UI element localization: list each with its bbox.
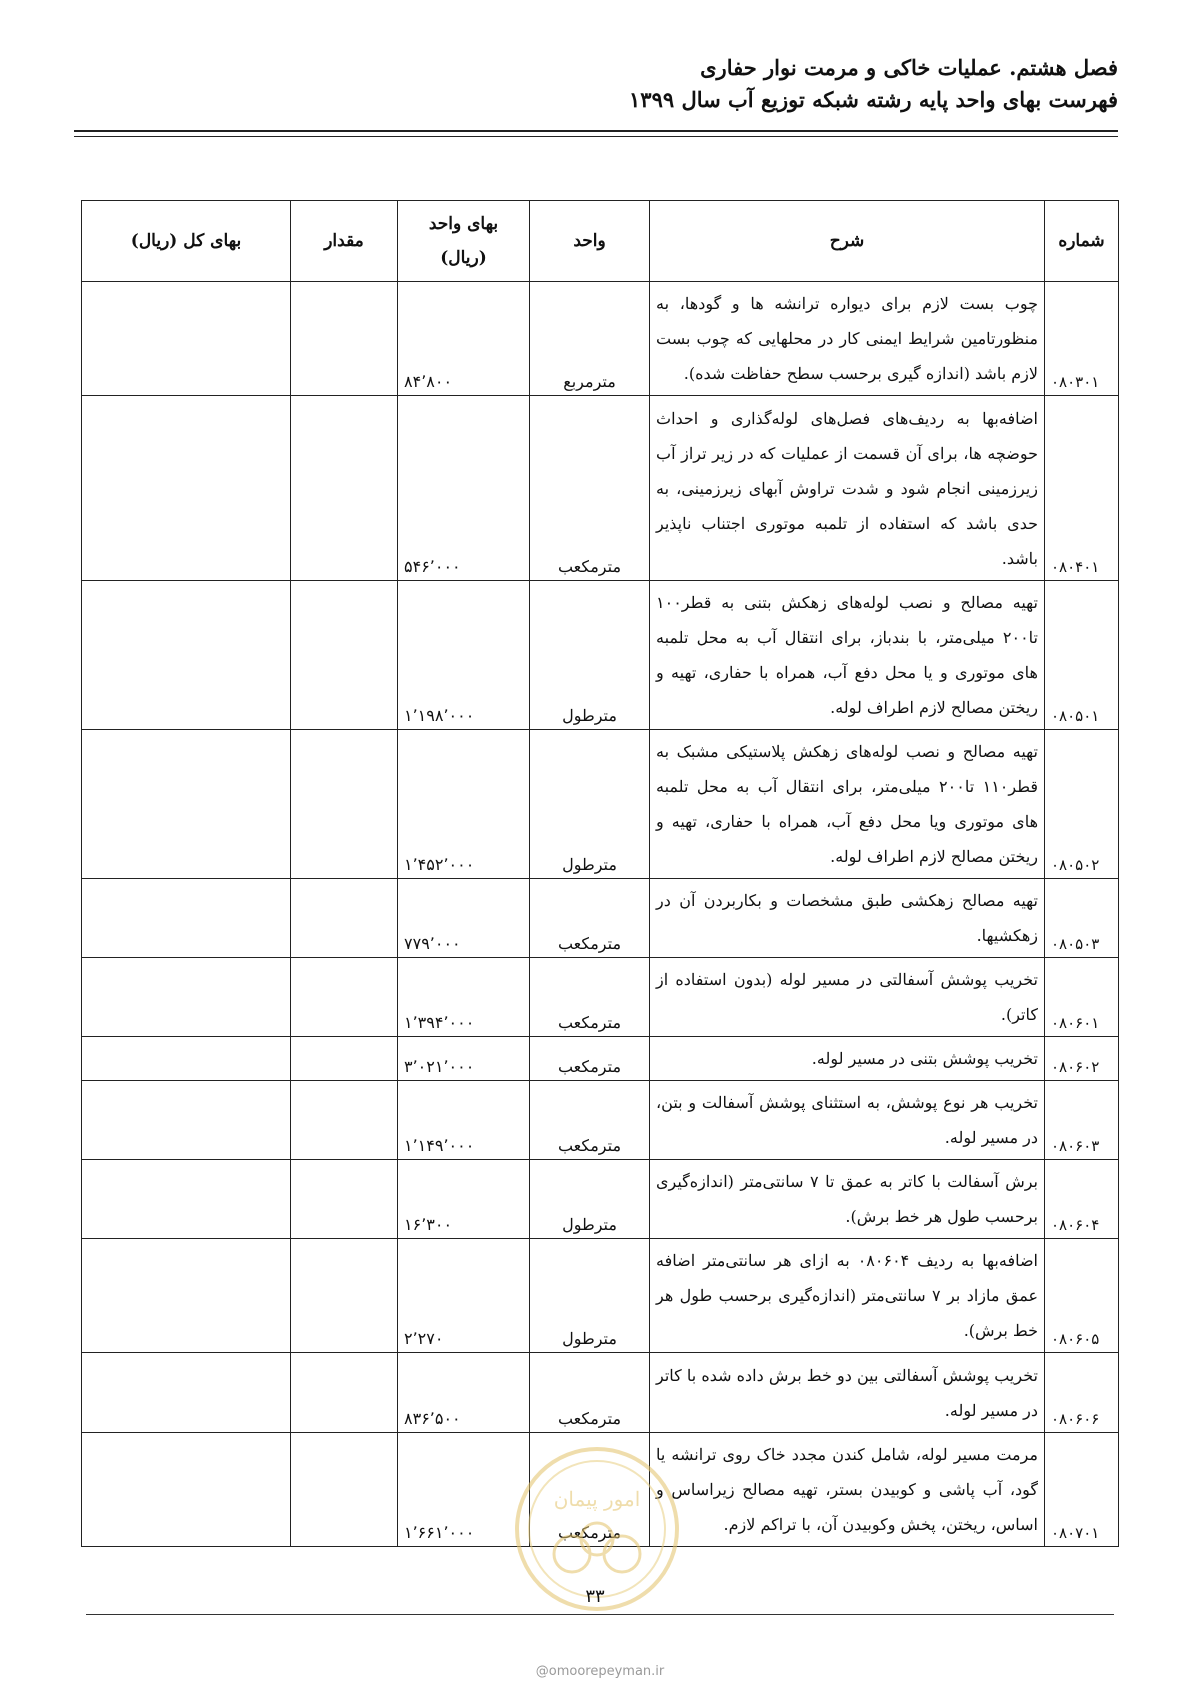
price-list-table	[81, 200, 1119, 1547]
row-unit: مترمکعب	[530, 1433, 650, 1547]
row-total	[82, 879, 291, 958]
table-row	[82, 1353, 1119, 1433]
row-code: ۰۸۰۵۰۳	[1045, 879, 1119, 958]
row-quantity	[291, 1160, 398, 1239]
row-code: ۰۸۰۵۰۲	[1045, 730, 1119, 879]
row-total	[82, 581, 291, 730]
row-total	[82, 396, 291, 581]
header-total-price: بهای کل (ریال)	[82, 201, 291, 282]
row-total	[82, 1081, 291, 1160]
table-row	[82, 1239, 1119, 1353]
row-unit-price: ۷۷۹٬۰۰۰	[398, 879, 530, 958]
row-code: ۰۸۰۴۰۱	[1045, 396, 1119, 581]
row-unit-price: ۱٬۱۴۹٬۰۰۰	[398, 1081, 530, 1160]
row-code: ۰۸۰۶۰۱	[1045, 958, 1119, 1037]
table-row	[82, 1037, 1119, 1081]
row-code: ۰۸۰۶۰۴	[1045, 1160, 1119, 1239]
row-quantity	[291, 1433, 398, 1547]
table-row	[82, 1433, 1119, 1547]
page-number: ۳۳	[585, 1586, 605, 1607]
row-description: اضافه‌بها به ردیف‌های فصل‌های لوله‌گذاری و احداث حوضچه ها، برای آن قسمت از عملیات که در زیر تراز آب زیرزمینی انجام شود و شدت تراوش آبهای زیرزمینی، به حدی باشد که استفاده از تلمبه موتوری اجتناب ناپذیر باشد.	[650, 396, 1045, 581]
row-code: ۰۸۰۷۰۱	[1045, 1433, 1119, 1547]
row-quantity	[291, 282, 398, 396]
header-unit-price: بهای واحد (ریال)	[398, 201, 530, 282]
row-unit-price: ۸۳۶٬۵۰۰	[398, 1353, 530, 1433]
row-description: برش آسفالت با کاتر به عمق تا ۷ سانتی‌متر (اندازه‌گیری برحسب طول هر خط برش).	[650, 1160, 1045, 1239]
row-description: اضافه‌بها به ردیف ۰۸۰۶۰۴ به ازای هر سانتی‌متر اضافه عمق مازاد بر ۷ سانتی‌متر (اندازه‌گیری برحسب طول هر خط برش).	[650, 1239, 1045, 1353]
row-quantity	[291, 879, 398, 958]
header-unit: واحد	[530, 201, 650, 282]
row-unit-price: ۳٬۰۲۱٬۰۰۰	[398, 1037, 530, 1081]
table-row	[82, 581, 1119, 730]
header-quantity: مقدار	[291, 201, 398, 282]
row-unit: مترمکعب	[530, 396, 650, 581]
row-unit: مترطول	[530, 1239, 650, 1353]
row-unit: مترمکعب	[530, 1081, 650, 1160]
row-description: تخریب هر نوع پوشش، به استثنای پوشش آسفالت و بتن، در مسیر لوله.	[650, 1081, 1045, 1160]
row-quantity	[291, 581, 398, 730]
row-code: ۰۸۰۶۰۶	[1045, 1353, 1119, 1433]
header-rule-thin	[74, 136, 1118, 137]
row-unit-price: ۲٬۲۷۰	[398, 1239, 530, 1353]
row-total	[82, 1353, 291, 1433]
row-description: چوب بست لازم برای دیواره ترانشه ها و گودها، به منظورتامین شرایط ایمنی کار در محلهایی که چوب بست لازم باشد (اندازه گیری برحسب سطح حفاظت شده).	[650, 282, 1045, 396]
row-quantity	[291, 1081, 398, 1160]
table-row	[82, 958, 1119, 1037]
row-total	[82, 1037, 291, 1081]
row-unit: مترطول	[530, 1160, 650, 1239]
row-code: ۰۸۰۵۰۱	[1045, 581, 1119, 730]
footer-rule	[86, 1614, 1114, 1615]
row-quantity	[291, 730, 398, 879]
document-title: فهرست بهای واحد پایه رشته شبکه توزیع آب سال ۱۳۹۹	[629, 87, 1118, 112]
header-description: شرح	[650, 201, 1045, 282]
table-row	[82, 282, 1119, 396]
table-row	[82, 1160, 1119, 1239]
row-unit: مترطول	[530, 581, 650, 730]
row-unit-price: ۱٬۳۹۴٬۰۰۰	[398, 958, 530, 1037]
row-description: تهیه مصالح زهکشی طبق مشخصات و بکاربردن آن در زهکشیها.	[650, 879, 1045, 958]
row-quantity	[291, 958, 398, 1037]
row-description: تخریب پوشش آسفالتی بین دو خط برش داده شده با کاتر در مسیر لوله.	[650, 1353, 1045, 1433]
row-unit: مترمربع	[530, 282, 650, 396]
row-code: ۰۸۰۳۰۱	[1045, 282, 1119, 396]
table-row	[82, 879, 1119, 958]
row-total	[82, 730, 291, 879]
row-unit: مترطول	[530, 730, 650, 879]
row-quantity	[291, 1353, 398, 1433]
row-total	[82, 1433, 291, 1547]
header-code: شماره	[1045, 201, 1119, 282]
seal-text: امور پیمان	[553, 1487, 641, 1511]
row-unit-price: ۱٬۴۵۲٬۰۰۰	[398, 730, 530, 879]
row-total	[82, 1160, 291, 1239]
row-unit: مترمکعب	[530, 1353, 650, 1433]
row-description: تهیه مصالح و نصب لوله‌های زهکش بتنی به قطر۱۰۰ تا۲۰۰ میلی‌متر، با بندباز، برای انتقال آب به محل تلمبه های موتوری و یا محل دفع آب، همراه با حفاری، تهیه و ریختن مصالح لازم اطراف لوله.	[650, 581, 1045, 730]
row-code: ۰۸۰۶۰۲	[1045, 1037, 1119, 1081]
row-code: ۰۸۰۶۰۵	[1045, 1239, 1119, 1353]
row-unit-price: ۵۴۶٬۰۰۰	[398, 396, 530, 581]
website-watermark: @omoorepeyman.ir	[535, 1664, 665, 1679]
row-unit-price: ۱٬۶۶۱٬۰۰۰	[398, 1433, 530, 1547]
row-quantity	[291, 1037, 398, 1081]
row-unit-price: ۸۴٬۸۰۰	[398, 282, 530, 396]
row-description: تخریب پوشش آسفالتی در مسیر لوله (بدون استفاده از کاتر).	[650, 958, 1045, 1037]
row-unit: مترمکعب	[530, 1037, 650, 1081]
table-row	[82, 396, 1119, 581]
row-unit: مترمکعب	[530, 958, 650, 1037]
row-code: ۰۸۰۶۰۳	[1045, 1081, 1119, 1160]
row-total	[82, 1239, 291, 1353]
page-header	[74, 52, 1118, 116]
row-description: تخریب پوشش بتنی در مسیر لوله.	[650, 1037, 1045, 1081]
row-description: تهیه مصالح و نصب لوله‌های زهکش پلاستیکی مشبک به قطر۱۱۰ تا۲۰۰ میلی‌متر، برای انتقال آب به محل تلمبه های موتوری ویا محل دفع آب، همراه با حفاری، تهیه و ریختن مصالح لازم اطراف لوله.	[650, 730, 1045, 879]
row-quantity	[291, 1239, 398, 1353]
row-total	[82, 958, 291, 1037]
table-row	[82, 1081, 1119, 1160]
table-row	[82, 730, 1119, 879]
row-description: مرمت مسیر لوله، شامل کندن مجدد خاک روی ترانشه یا گود، آب پاشی و کوبیدن بستر، تهیه مصالح زیراساس و اساس، ریختن، پخش وکوبیدن آن، با تراکم لازم.	[650, 1433, 1045, 1547]
chapter-title: فصل هشتم. عملیات خاکی و مرمت نوار حفاری	[700, 55, 1118, 80]
row-unit: مترمکعب	[530, 879, 650, 958]
header-rule-thick	[74, 130, 1118, 132]
row-total	[82, 282, 291, 396]
row-unit-price: ۱۶٬۳۰۰	[398, 1160, 530, 1239]
row-unit-price: ۱٬۱۹۸٬۰۰۰	[398, 581, 530, 730]
table-header-row	[82, 201, 1119, 282]
row-quantity	[291, 396, 398, 581]
